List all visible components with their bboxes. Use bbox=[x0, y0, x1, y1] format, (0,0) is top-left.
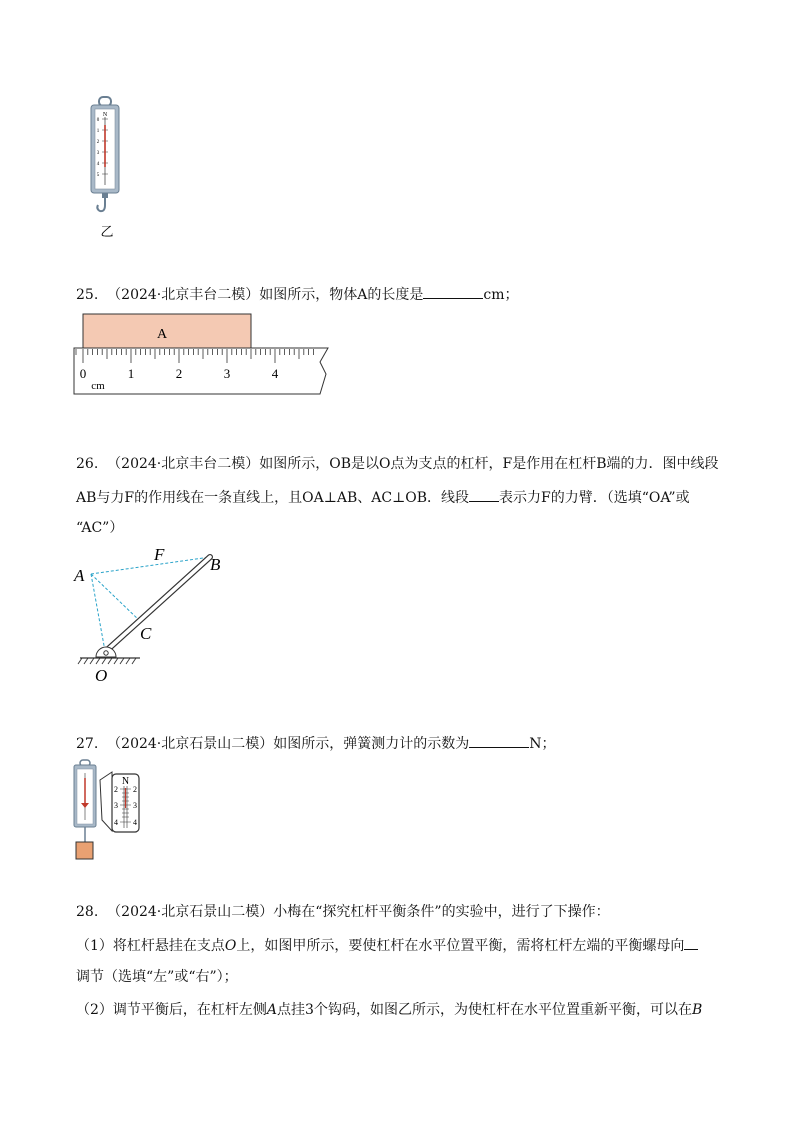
zoom-tick-4-right: 4 bbox=[133, 818, 137, 827]
q26-answer-blank[interactable] bbox=[469, 487, 499, 502]
q28-p1-text-b: 上，如图甲所示，要使杠杆在水平位置平衡，需将杠杆左端的平衡螺母向 bbox=[236, 938, 685, 954]
q28-p1-line2 bbox=[76, 967, 238, 987]
zoom-tick-3-right: 3 bbox=[133, 801, 137, 810]
fig-yi-tick-2: 2 bbox=[96, 140, 100, 145]
lever-diagram bbox=[70, 540, 240, 685]
q25-text-before: 如图所示，物体A的长度是 bbox=[259, 287, 424, 303]
ruler-unit: cm bbox=[91, 380, 105, 392]
fig-yi-tick-1: 1 bbox=[96, 129, 100, 134]
q28-p2-text-a: （2）调节平衡后，在杠杆左侧 bbox=[76, 1002, 267, 1018]
ruler-figure bbox=[70, 310, 332, 398]
q25-text-after: cm； bbox=[483, 287, 519, 303]
ruler-label-2: 2 bbox=[175, 366, 183, 381]
fig-yi-tick-3: 3 bbox=[96, 151, 100, 156]
q26-line2 bbox=[76, 487, 690, 508]
q25-line bbox=[76, 284, 519, 305]
q28-source: （2024·北京石景山二模） bbox=[107, 904, 274, 920]
fig-yi-tick-4: 4 bbox=[96, 162, 100, 167]
fig-yi-tick-0: 0 bbox=[96, 118, 100, 123]
spring-scale-figure-yi bbox=[80, 95, 140, 240]
label-a: A bbox=[74, 566, 85, 585]
q28-p1-text-a: （1）将杠杆悬挂在支点 bbox=[76, 938, 225, 954]
ruler-label-3: 3 bbox=[223, 366, 231, 381]
q27-text-after: N； bbox=[529, 736, 556, 752]
zoom-tick-3-left: 3 bbox=[114, 801, 118, 810]
q28-p2-point-a: A bbox=[266, 1002, 278, 1018]
zoom-tick-4-left: 4 bbox=[114, 818, 118, 827]
object-a-label: A bbox=[156, 327, 168, 342]
fig-yi-unit: N bbox=[102, 112, 108, 118]
fig-yi-caption: 乙 bbox=[100, 224, 114, 239]
q28-p1-point-o: O bbox=[224, 938, 237, 954]
label-b: B bbox=[210, 555, 221, 574]
q27-answer-blank[interactable] bbox=[469, 733, 529, 748]
q28-p1-answer-blank[interactable] bbox=[684, 935, 698, 950]
q25-number: 25. bbox=[76, 287, 99, 303]
zoom-tick-2-left: 2 bbox=[114, 785, 118, 794]
label-c: C bbox=[140, 624, 152, 643]
zoom-unit: N bbox=[121, 776, 130, 787]
q28-p1-text-line2: 调节（选填“左”或“右”）； bbox=[76, 969, 238, 985]
zoom-tick-2-right: 2 bbox=[133, 785, 137, 794]
spring-scale-figure-q27 bbox=[72, 758, 144, 864]
q26-text-line3: “AC”） bbox=[76, 520, 124, 536]
q25-answer-blank[interactable] bbox=[423, 284, 483, 299]
q27-source: （2024·北京石景山二模） bbox=[107, 736, 274, 752]
label-f: F bbox=[154, 545, 165, 564]
q28-intro: 小梅在“探究杠杆平衡条件”的实验中，进行了下操作： bbox=[273, 904, 610, 920]
q26-line3 bbox=[76, 518, 123, 538]
q27-number: 27. bbox=[76, 736, 99, 752]
q26-text-line2-after: 表示力F的力臂．（选填“OA”或 bbox=[499, 490, 690, 506]
ruler-label-0: 0 bbox=[79, 366, 87, 381]
q25-source: （2024·北京丰台二模） bbox=[107, 287, 260, 303]
q26-line1 bbox=[76, 454, 719, 474]
label-o: O bbox=[95, 666, 108, 685]
q26-source: （2024·北京丰台二模） bbox=[107, 456, 260, 472]
q28-p2-point-b: B bbox=[691, 1002, 703, 1018]
ruler-label-4: 4 bbox=[271, 366, 279, 381]
q26-text-line1: 如图所示，OB是以O点为支点的杠杆，F是作用在杠杆B端的力．图中线段 bbox=[259, 456, 719, 472]
q28-number: 28. bbox=[76, 904, 99, 920]
ruler-label-1: 1 bbox=[127, 366, 135, 381]
q27-line bbox=[76, 733, 556, 754]
fig-yi-tick-5: 5 bbox=[96, 173, 100, 178]
q26-number: 26. bbox=[76, 456, 99, 472]
q26-text-line2-before: AB与力F的作用线在一条直线上，且OA⊥AB、AC⊥OB．线段 bbox=[76, 490, 470, 506]
q28-line1 bbox=[76, 902, 610, 922]
q27-text-before: 如图所示，弹簧测力计的示数为 bbox=[273, 736, 470, 752]
q28-p2-line1 bbox=[76, 1000, 702, 1020]
q28-p2-text-b: 点挂3个钩码，如图乙所示，为使杠杆在水平位置重新平衡，可以在 bbox=[277, 1002, 692, 1018]
q28-p1-line1 bbox=[76, 935, 698, 956]
